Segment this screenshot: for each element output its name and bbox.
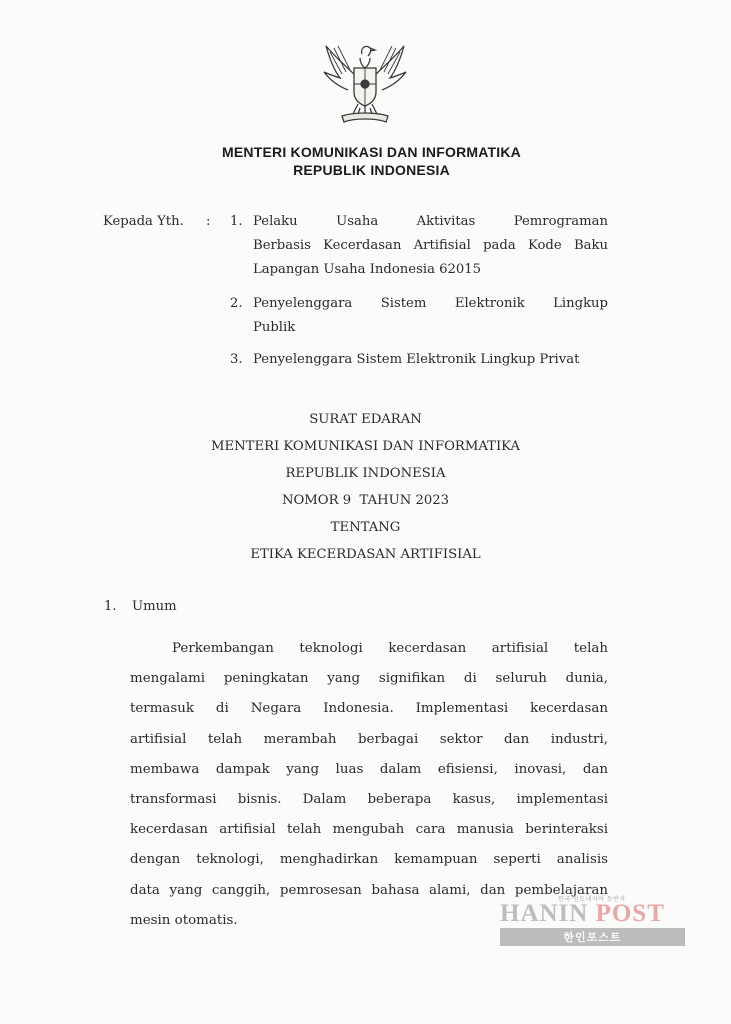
recipient-item bbox=[230, 292, 608, 340]
paragraph-line: mengalami peningkatan yang signifikan di seluruh dunia, bbox=[130, 671, 608, 687]
hanin-post-watermark bbox=[500, 894, 685, 950]
watermark-tagline: 한국·인도네시아 동반자 bbox=[558, 896, 626, 903]
recipient-line: Publik bbox=[253, 320, 296, 335]
document-title bbox=[0, 406, 731, 568]
paragraph-line: mesin otomatis. bbox=[130, 912, 238, 928]
paragraph-line: membawa dampak yang luas dalam efisiensi, inovasi, dan bbox=[130, 761, 608, 777]
addressee-colon: : bbox=[206, 214, 211, 229]
section-number: 1. bbox=[104, 599, 117, 614]
recipient-number: 1. bbox=[230, 214, 243, 229]
recipient-number: 3. bbox=[230, 352, 243, 367]
paragraph-line: artifisial telah merambah berbagai sektor dan industri, bbox=[130, 731, 608, 747]
paragraph-line: kecerdasan artifisial telah mengubah cara manusia berinteraksi bbox=[130, 822, 608, 838]
garuda-emblem-icon bbox=[320, 38, 410, 124]
recipient-number: 2. bbox=[230, 296, 243, 311]
recipient-item bbox=[230, 210, 608, 282]
section-paragraph bbox=[130, 634, 608, 936]
paragraph-line: Perkembangan teknologi kecerdasan artifisial telah bbox=[172, 641, 608, 656]
title-line: TENTANG bbox=[330, 520, 401, 535]
title-line: MENTERI KOMUNIKASI DAN INFORMATIKA bbox=[211, 439, 520, 454]
issuer-title: MENTERI KOMUNIKASI DAN INFORMATIKA bbox=[222, 144, 521, 160]
title-line: ETIKA KECERDASAN ARTIFISIAL bbox=[250, 547, 481, 562]
recipient-line: Berbasis Kecerdasan Artifisial pada Kode Baku bbox=[253, 238, 608, 253]
recipient-line: Lapangan Usaha Indonesia 62015 bbox=[253, 262, 482, 277]
recipient-line: Pelaku Usaha Aktivitas Pemrograman bbox=[253, 214, 608, 229]
paragraph-line: transformasi bisnis. Dalam beberapa kasus, implementasi bbox=[130, 792, 608, 808]
addressee-label: Kepada Yth. bbox=[103, 214, 184, 229]
recipient-item bbox=[230, 348, 608, 372]
title-line: NOMOR 9 TAHUN 2023 bbox=[281, 493, 450, 508]
recipient-line: Penyelenggara Sistem Elektronik Lingkup Privat bbox=[253, 352, 580, 367]
watermark-brand-a: HANIN bbox=[500, 900, 589, 927]
watermark-brand bbox=[500, 900, 665, 928]
paragraph-line: data yang canggih, pemrosesan bahasa alami, dan pembelajaran bbox=[130, 882, 608, 898]
watermark-brand-b: POST bbox=[595, 900, 665, 927]
section-heading: Umum bbox=[132, 599, 177, 614]
issuer-country: REPUBLIK INDONESIA bbox=[293, 162, 450, 178]
recipient-line: Penyelenggara Sistem Elektronik Lingkup bbox=[253, 296, 608, 311]
title-line: SURAT EDARAN bbox=[309, 412, 422, 427]
watermark-subtitle: 한인포스트 bbox=[563, 931, 622, 944]
title-line: REPUBLIK INDONESIA bbox=[285, 466, 446, 481]
paragraph-line: termasuk di Negara Indonesia. Implementasi kecerdasan bbox=[130, 701, 608, 717]
paragraph-line: dengan teknologi, menghadirkan kemampuan seperti analisis bbox=[130, 852, 608, 868]
